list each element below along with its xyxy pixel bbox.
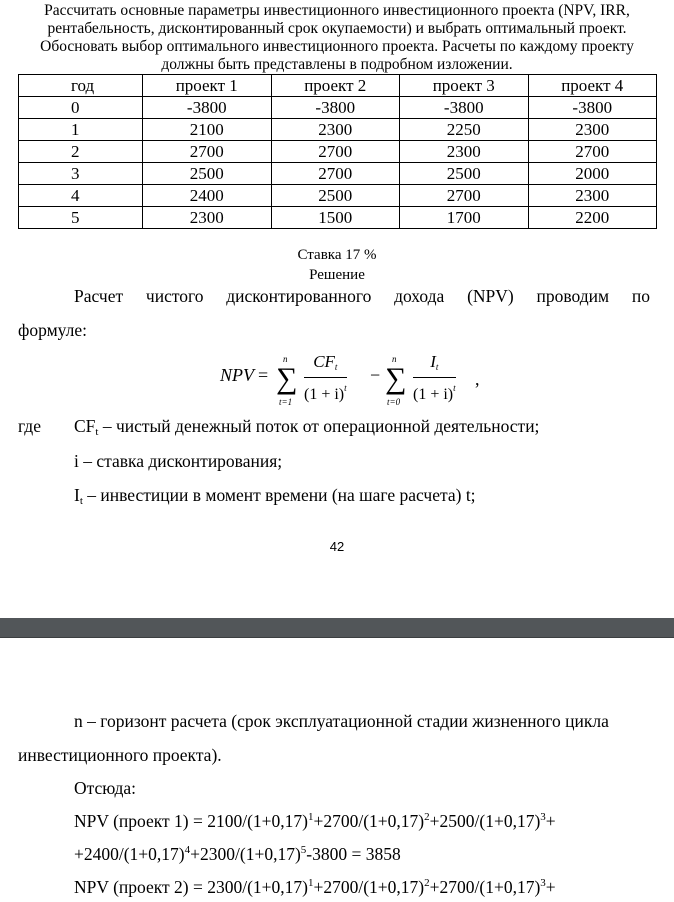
table-cell: 2700 (271, 163, 400, 185)
table-cell: 2400 (143, 185, 272, 207)
den1: (1 + i) (304, 386, 345, 403)
npv-project2-line1: NPV (проект $2) = 2300/(1+0,17)^1+2700/(1+0,17)^2+2700/(1+0,17)^3+$ (74, 877, 556, 897)
table-cell: 2 (19, 141, 143, 163)
table-header-cell: год (19, 75, 143, 97)
def-it: $I_t$ – инвестиции в момент времени (на шаге расчета) t; (74, 485, 476, 507)
table-cell: 2200 (528, 207, 657, 229)
sum2-lower: t=0 (387, 397, 401, 407)
table-cell: 2100 (143, 119, 272, 141)
npv-project1-line1: NPV (проект $1) = 2100/(1+0,17)^1+2700/(1+0,17)^2+2500/(1+0,17)^3+$ (74, 811, 556, 831)
table-cell: 2500 (143, 163, 272, 185)
table-row (19, 141, 657, 163)
sum1-upper: n (283, 354, 288, 364)
table-cell: 0 (19, 97, 143, 119)
table-cell: 1 (19, 119, 143, 141)
page-gap (0, 618, 674, 638)
num2: I (430, 352, 436, 371)
sum1-sigma: ∑ (276, 362, 298, 395)
table-row (19, 163, 657, 185)
solution-heading: Решение (309, 267, 365, 283)
sum2-sigma: ∑ (385, 362, 407, 395)
formula-lhs: NPV (220, 365, 254, 385)
def-i: i – ставка дисконтирования; (74, 451, 283, 471)
num1: CF (313, 352, 335, 371)
table-cell: 3 (19, 163, 143, 185)
table-cell: 2000 (528, 163, 657, 185)
table-cell: 2300 (271, 119, 400, 141)
table-cell: 1700 (400, 207, 529, 229)
fraction-1: $CF_t$ $(1 + i)^t$ (304, 352, 347, 403)
table-row (19, 207, 657, 229)
formula-minus: − (370, 365, 381, 385)
table-header-cell: проект 3 (400, 75, 529, 97)
npv-intro-2: формуле: (18, 320, 87, 340)
hence-label: Отсюда: (74, 778, 136, 798)
fraction-2: $\frac{I_t}{(1 + i)^t}$ (413, 352, 456, 403)
table-cell: 1500 (271, 207, 400, 229)
table-cell: -3800 (143, 97, 272, 119)
table-cell: 2250 (400, 119, 529, 141)
table-cell: 2300 (528, 119, 657, 141)
page-43 (0, 638, 674, 902)
table-cell: 2700 (143, 141, 272, 163)
table-row (19, 97, 657, 119)
sum1-lower: t=1 (279, 397, 293, 407)
den2: (1 + i) (413, 386, 454, 403)
where-label: где (18, 416, 41, 436)
table-cell: 5 (19, 207, 143, 229)
discount-rate: Ставка 17 % (297, 247, 377, 263)
table-header-cell: проект 1 (143, 75, 272, 97)
npv-intro: Расчет чистого дисконтированного дохода (NPV) проводим по (74, 286, 650, 306)
table-cell: 2700 (528, 141, 657, 163)
table-cell: 4 (19, 185, 143, 207)
table-cell: 2300 (528, 185, 657, 207)
table-cell: -3800 (271, 97, 400, 119)
table-cell: 2700 (400, 185, 529, 207)
page-number: 42 (329, 539, 345, 554)
table-cell: -3800 (528, 97, 657, 119)
npv-formula (220, 352, 480, 412)
formula-comma: , (475, 369, 480, 389)
def-cf: $CF_t$ – чистый денежный поток от операционной деятельности; (74, 416, 540, 438)
table-header-cell: проект 4 (528, 75, 657, 97)
table-cell: 2500 (400, 163, 529, 185)
cash-flow-table (18, 74, 657, 229)
table-cell: 2500 (271, 185, 400, 207)
npv-project1-line2: $+2400/(1+0,17)^4+2300/(1+0,17)^5-3800 = 3858$ (74, 844, 401, 864)
table-cell: 2300 (143, 207, 272, 229)
formula-equals: = (258, 365, 269, 385)
table-header-cell: проект 2 (271, 75, 400, 97)
table-cell: 2700 (271, 141, 400, 163)
n-definition-1: n – горизонт расчета (срок эксплуатационной стадии жизненного цикла (74, 711, 609, 731)
n-definition-2: инвестиционного проекта). (18, 745, 222, 765)
table-cell: -3800 (400, 97, 529, 119)
sum2-upper: n (392, 354, 397, 364)
table-row (19, 119, 657, 141)
table-cell: 2300 (400, 141, 529, 163)
table-row (19, 185, 657, 207)
table-header-row (19, 75, 657, 97)
task-statement: Рассчитать основные параметры инвестиционного инвестиционного проекта (NPV, IRR, рентабельность, дисконтированный срок окупаемости) и выбрать оптимальный проект. Обосновать выбор оптимального инвестиционного проекта. Расчеты по каждому проекту должны быть представлены в подробном изложении. (40, 2, 634, 73)
